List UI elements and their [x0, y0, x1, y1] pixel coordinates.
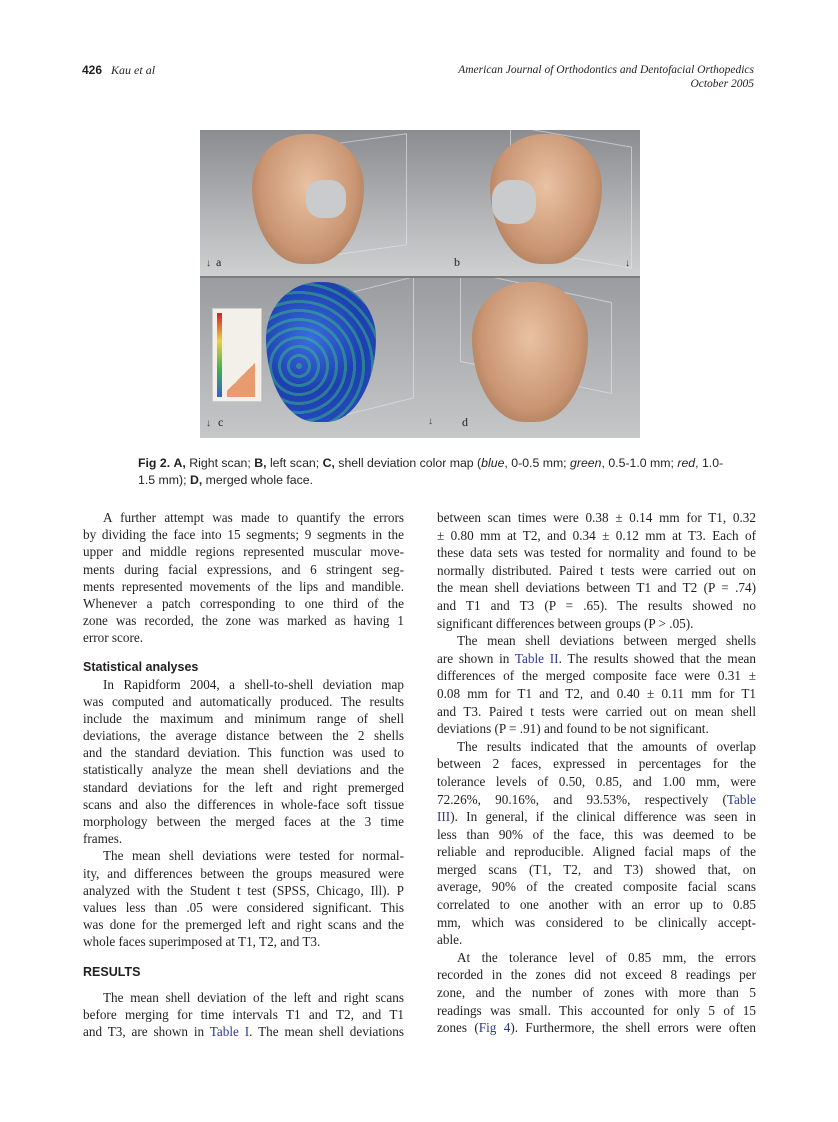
text-line: correlated to one another with an error up to 0.85 [437, 897, 756, 913]
caption-segment: red [677, 456, 696, 470]
running-header-left [82, 63, 155, 78]
text-line: these data sets was tested for normality and found to be [437, 545, 756, 561]
text-line: the mean shell deviations between T1 and T2 (P = .74) [437, 580, 756, 596]
text-line: The results indicated that the amounts of overlap [457, 738, 756, 754]
section-heading: Statistical analyses [83, 659, 199, 674]
text-line [437, 650, 756, 668]
text-line: The mean shell deviations were tested for normal- [103, 848, 404, 864]
paragraph [437, 738, 756, 949]
paragraph [437, 632, 756, 738]
panel-a-right-scan [200, 130, 420, 276]
text-line: readings was small. This accounted for only 5 of 15 [437, 1002, 756, 1018]
text-line: mm, which was considered to be clinically accept- [437, 914, 756, 930]
scan-gap [492, 180, 536, 224]
text-line: A further attempt was made to quantify the errors [103, 510, 404, 525]
text-line: recorded in the zones did not exceed 8 readings per [437, 967, 756, 983]
text-line: significant differences between groups (P > .05). [437, 615, 694, 631]
text-line [437, 1019, 756, 1037]
text-line: ments during facial expressions, and 6 stringent seg- [83, 561, 404, 577]
caption-segment: merged whole face. [202, 473, 313, 487]
text-line [437, 791, 756, 809]
section-heading: RESULTS [83, 964, 141, 979]
text-line: was done for the premerged left and right scans and the [83, 917, 404, 933]
text-line: error score. [83, 630, 144, 646]
axis-arrow-icon: ↓ [206, 418, 211, 429]
panel-label-a: a [216, 255, 222, 269]
page-number: 426 [82, 63, 103, 77]
text-line: In Rapidform 2004, a shell-to-shell deviation map [103, 676, 404, 692]
text-line: statistically analyze the mean shell deviations and the [83, 762, 404, 778]
caption-segment: Right scan; [185, 456, 255, 470]
text-line: deviations, the average distance between the 2 shells [83, 728, 404, 744]
paragraph [83, 676, 404, 848]
running-header-right [458, 63, 754, 91]
text-line: frames. [83, 831, 123, 847]
cross-reference-link[interactable]: Fig 4 [478, 1020, 511, 1036]
text-line: and the standard deviation. This function was used to [83, 745, 404, 761]
text-line: between 2 faces, expressed in percentages for the [437, 756, 756, 772]
text-line: ± 0.80 mm at T2, and 0.34 ± 0.12 mm at T3. Each of [437, 527, 756, 543]
right-column [437, 509, 756, 1037]
text-line: was computed and automatically produced. The results [83, 693, 404, 709]
text-segment: ). Furthermore, the shell errors were often [510, 1020, 756, 1036]
journal-title: American Journal of Orthodontics and Dentofacial Orthopedics [458, 64, 754, 76]
text-line: scans and also the differences in whole-face soft tissue [83, 796, 404, 812]
text-line: and T1 and T3 (P = .65). The results showed no [437, 597, 756, 613]
caption-segment: D, [189, 473, 203, 487]
panel-label-b: b [454, 255, 460, 269]
cross-reference-link[interactable]: Table [726, 791, 756, 807]
text-line: ments represented movements of the lips and mandible. [83, 578, 404, 594]
text-line: upper and middle regions represented muscular move- [83, 544, 404, 560]
text-line: deviations (P = .91) and found to be not significant. [437, 721, 709, 737]
text-line: values less than .05 were considered significant. This [83, 899, 404, 915]
caption-segment: green [570, 456, 602, 470]
text-segment: . The results showed that the mean [558, 650, 756, 666]
cross-reference-link[interactable]: Table II [514, 650, 559, 666]
text-segment: zones ( [437, 1020, 479, 1036]
panel-label-d: d [462, 415, 468, 429]
text-line: merged scans (T1, T2, and T3) showed that, on [437, 861, 756, 877]
figure-2-face-scans [200, 130, 640, 438]
caption-segment: A, [173, 456, 186, 470]
text-line [437, 808, 756, 826]
text-line [83, 1023, 404, 1040]
text-line: average, 90% of the created composite facial scans [437, 879, 756, 895]
color-scale-legend [212, 308, 262, 402]
text-line: Whenever a patch corresponding to one third of the [83, 595, 404, 611]
paragraph [83, 847, 404, 950]
paragraph [437, 949, 756, 1037]
panel-label-c: c [218, 415, 224, 429]
caption-segment: left scan; [266, 456, 323, 470]
cross-reference-link[interactable]: III [437, 809, 451, 825]
text-segment: and T3, are shown in [83, 1023, 210, 1039]
text-line: 0.08 mm for T1 and T2, and 0.40 ± 0.11 mm for T1 [437, 685, 756, 701]
paragraph [83, 509, 404, 647]
text-line: analyzed with the Student t test (SPSS, Chicago, Ill). P [83, 882, 404, 898]
text-line: differences of the merged composite face were 0.31 ± [437, 668, 756, 684]
text-segment: are shown in [437, 650, 515, 666]
text-line: less than 90% of the face, this was deemed to be [437, 826, 756, 842]
text-line: The mean shell deviation of the left and right scans [103, 989, 404, 1005]
caption-segment: , 0.5-1.0 mm; [601, 456, 678, 470]
text-line: by dividing the face into 15 segments; 9 segments in the [83, 527, 404, 543]
left-column [83, 509, 404, 1040]
issue-date: October 2005 [690, 78, 754, 90]
paragraph [437, 509, 756, 632]
text-line: between scan times were 0.38 ± 0.14 mm for T1, 0.32 [437, 510, 756, 525]
running-authors: Kau et al [111, 63, 156, 77]
face-image [472, 282, 588, 422]
text-line: before merging for time intervals T1 and T2, and T1 [83, 1006, 404, 1022]
text-line: tolerance levels of 0.50, 0.85, and 1.00 mm, were [437, 773, 756, 789]
text-line: able. [437, 932, 463, 948]
panel-c-deviation-map [200, 278, 420, 438]
caption-segment: C, [322, 456, 335, 470]
text-segment: . The mean shell deviations [249, 1023, 404, 1039]
text-line: morphology between the merged faces at the 3 time [83, 814, 404, 829]
text-segment: ). In general, if the clinical difference was seen in [450, 809, 756, 825]
text-segment: 72.26%, 90.16%, and 93.53%, respectively ( [437, 791, 727, 807]
text-line: zone was recorded, the zone was marked as having 1 [83, 613, 404, 629]
axis-arrow-icon: ↓ [625, 258, 630, 269]
text-line: standard deviations for the left and right premerged [83, 779, 404, 795]
caption-segment: B, [254, 456, 267, 470]
cross-reference-link[interactable]: Table I [209, 1023, 250, 1039]
axis-arrow-icon: ↓ [206, 258, 211, 269]
text-line: and T3. Paired t tests were carried out on mean shell [437, 703, 756, 719]
text-line: normally distributed. Paired t tests were carried out on [437, 562, 756, 578]
text-line: At the tolerance level of 0.85 mm, the errors [457, 949, 756, 965]
caption-segment: Fig 2. [138, 456, 171, 470]
text-line: include the maximum and minimum range of shell [83, 710, 404, 726]
text-line: zone, and the number of zones with more than 5 [437, 985, 756, 1001]
caption-segment: , 0-0.5 mm; [504, 456, 571, 470]
panel-b-left-scan [420, 130, 640, 276]
caption-segment: , 1.0-1.5 mm); [138, 456, 724, 487]
figure-caption [138, 455, 728, 489]
text-line: ity, and differences between the groups measured were [83, 865, 404, 881]
caption-segment: shell deviation color map ( [334, 456, 482, 470]
scan-gap [306, 180, 346, 218]
text-line: whole faces superimposed at T1, T2, and T3. [83, 934, 321, 950]
panel-d-merged-face [420, 278, 640, 438]
caption-segment: blue [481, 456, 505, 470]
text-line: The mean shell deviations between merged shells [457, 633, 756, 649]
paragraph [83, 989, 404, 1041]
axis-arrow-icon: ↓ [428, 416, 433, 427]
text-line: reliable and reproducible. Aligned facial maps of the [437, 844, 756, 860]
